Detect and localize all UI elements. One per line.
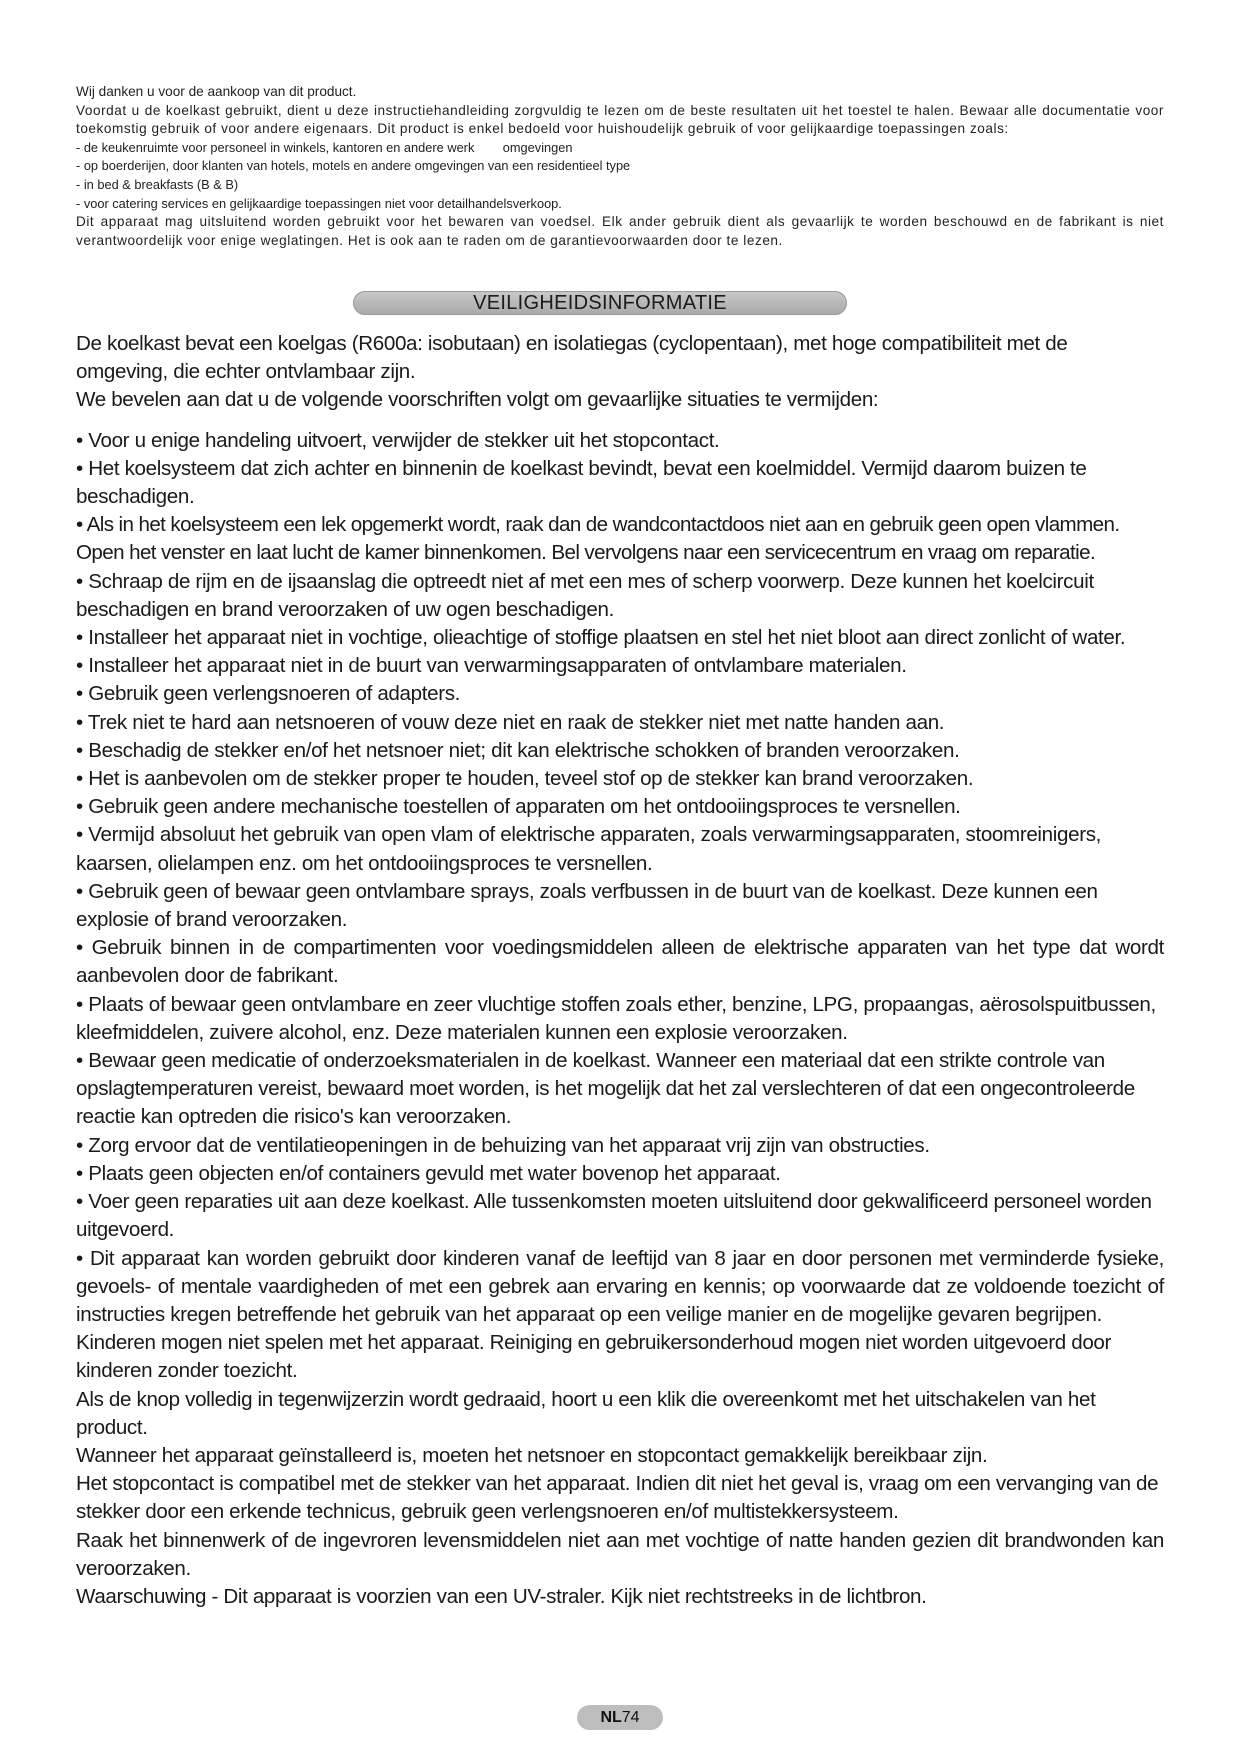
safety-bullet: • Trek niet te hard aan netsnoeren of vouw deze niet en raak de stekker niet met natte handen aan.: [76, 710, 945, 734]
safety-bullet: • Gebruik geen of bewaar geen ontvlambare sprays, zoals verfbussen in de buurt van de koelkast. Deze kunnen een explosie of brand veroorzaken.: [76, 879, 1098, 932]
safety-frozen: Raak het binnenwerk of de ingevroren levensmiddelen niet aan met vochtige of natte handen gezien dit brandwonden kan veroorzaken.: [76, 1528, 1164, 1580]
safety-socket: Het stopcontact is compatibel met de stekker van het apparaat. Indien dit niet het geval is, vraag om een vervanging van de stekker door een erkende technicus, gebruik geen verlengsnoeren en/of multistekkersysteem.: [76, 1472, 1159, 1524]
section-title: VEILIGHEIDSINFORMATIE: [473, 291, 727, 314]
safety-advice: We bevelen aan dat u de volgende voorschriften volgt om gevaarlijke situaties te vermijden:: [76, 388, 879, 412]
page-number-badge: [577, 1705, 663, 1730]
safety-bullet: • Het is aanbevolen om de stekker proper te houden, teveel stof op de stekker kan brand veroorzaken.: [76, 767, 974, 791]
intro-read-instructions: Voordat u de koelkast gebruikt, dient u deze instructiehandleiding zorgvuldig te lezen om de beste resultaten uit het toestel te halen. Bewaar alle documentatie voor toekomstig gebruik of voor andere eigenaars. Dit product is enkel bedoeld voor huishoudelijk gebruik of voor gelijkaardige toepassingen zoals:: [76, 102, 1164, 137]
safety-bullet: • Plaats of bewaar geen ontvlambare en zeer vluchtige stoffen zoals ether, benzine, LPG, propaangas, aërosolspuitbussen, kleefmiddelen, zuivere alcohol, enz. Deze materialen kunnen een explosie veroorzaken.: [76, 992, 1156, 1044]
safety-bullet: • Schraap de rijm en de ijsaanslag die optreedt niet af met een mes of scherp voorwerp. Deze kunnen het koelcircuit beschadigen en brand veroorzaken of uw ogen beschadigen.: [76, 569, 1094, 621]
safety-bullet: • Dit apparaat kan worden gebruikt door kinderen vanaf de leeftijd van 8 jaar en door personen met verminderde fysieke, gevoels- of mentale vaardigheden of met een gebrek aan ervaring en kennis; op voorwaarde dat ze voldoende toezicht of instructies kregen betreffende het gebruik van het apparaat op een veilige manier en de mogelijke gevaren begrijpen.: [76, 1246, 1164, 1326]
safety-access: Wanneer het apparaat geïnstalleerd is, moeten het netsnoer en stopcontact gemakkelijk bereikbaar zijn.: [76, 1443, 988, 1467]
safety-bullet: • Gebruik geen verlengsnoeren of adapters.: [76, 682, 461, 706]
page-number: 74: [621, 1708, 640, 1726]
safety-bullet: • Bewaar geen medicatie of onderzoeksmaterialen in de koelkast. Wanneer een materiaal dat een strikte controle van opslagtemperaturen vereist, bewaard moet worden, is het mogelijk dat het zal verslechteren of dat een ongecontroleerde reactie kan optreden die risico's kan veroorzaken.: [76, 1049, 1135, 1129]
safety-children: Kinderen mogen niet spelen met het apparaat. Reiniging en gebruikersonderhoud mogen niet worden uitgevoerd door kinderen zonder toezicht.: [76, 1331, 1112, 1383]
safety-knob: Als de knop volledig in tegenwijzerzin wordt gedraaid, hoort u een klik die overeenkomt met het uitschakelen van het product.: [76, 1387, 1096, 1439]
intro-list-item: - op boerderijen, door klanten van hotels, motels en andere omgevingen van een residentieel type: [76, 158, 631, 174]
safety-uv-warning: Waarschuwing - Dit apparaat is voorzien van een UV-straler. Kijk niet rechtstreeks in de lichtbron.: [76, 1584, 927, 1608]
safety-bullet: • Het koelsysteem dat zich achter en binnenin de koelkast bevindt, bevat een koelmiddel. Vermijd daarom buizen te beschadigen.: [76, 456, 1087, 509]
safety-bullet: • Gebruik geen andere mechanische toestellen of apparaten om het ontdooiingsproces te versnellen.: [76, 795, 961, 819]
section-title-banner: [353, 291, 847, 315]
intro-list-item: - in bed & breakfasts (B & B): [76, 176, 239, 192]
safety-body: [76, 330, 1164, 1611]
safety-lead: De koelkast bevat een koelgas (R600a: isobutaan) en isolatiegas (cyclopentaan), met hoge compatibiliteit met de omgeving, die echter ontvlambaar zijn.: [76, 332, 1068, 384]
safety-bullet: • Gebruik binnen in de compartimenten voor voedingsmiddelen alleen de elektrische apparaten van het type dat wordt aanbevolen door de fabrikant.: [76, 936, 1164, 988]
intro-list-item: - voor catering services en gelijkaardige toepassingen niet voor detailhandelsverkoop.: [76, 195, 562, 211]
safety-bullet: • Installeer het apparaat niet in vochtige, olieachtige of stoffige plaatsen en stel het niet bloot aan direct zonlicht of water.: [76, 626, 1126, 650]
safety-bullet: • Voer geen reparaties uit aan deze koelkast. Alle tussenkomsten moeten uitsluitend door gekwalificeerd personeel worden uitgevoerd.: [76, 1190, 1152, 1242]
intro-disclaimer: Dit apparaat mag uitsluitend worden gebruikt voor het bewaren van voedsel. Elk ander gebruik dient als gevaarlijk te worden beschouwd en de fabrikant is niet verantwoordelijk voor enige weglatingen. Het is ook aan te raden om de garantievoorwaarden door te lezen.: [76, 214, 1164, 248]
safety-bullet: • Installeer het apparaat niet in de buurt van verwarmingsapparaten of ontvlambare materialen.: [76, 654, 907, 678]
intro-list-item: - de keukenruimte voor personeel in winkels, kantoren en andere werk omgevingen: [76, 139, 573, 155]
intro-section: [76, 83, 1164, 250]
safety-bullet: • Plaats geen objecten en/of containers gevuld met water bovenop het apparaat.: [76, 1161, 781, 1185]
safety-bullet: • Vermijd absoluut het gebruik van open vlam of elektrische apparaten, zoals verwarmingsapparaten, stoomreinigers, kaarsen, olielampen enz. om het ontdooiingsproces te versnellen.: [76, 823, 1102, 875]
safety-bullet: • Als in het koelsysteem een lek opgemerkt wordt, raak dan de wandcontactdoos niet aan en gebruik geen open vlammen. Open het venster en laat lucht de kamer binnenkomen. Bel vervolgens naar een servicecentrum en vraag om reparatie.: [76, 513, 1120, 565]
intro-thanks: Wij danken u voor de aankoop van dit product.: [76, 84, 357, 99]
language-code: NL: [600, 1708, 622, 1726]
safety-bullet: • Voor u enige handeling uitvoert, verwijder de stekker uit het stopcontact.: [76, 428, 720, 452]
safety-bullet: • Zorg ervoor dat de ventilatieopeningen in de behuizing van het apparaat vrij zijn van obstructies.: [76, 1133, 930, 1157]
safety-bullet: • Beschadig de stekker en/of het netsnoer niet; dit kan elektrische schokken of branden veroorzaken.: [76, 738, 960, 762]
